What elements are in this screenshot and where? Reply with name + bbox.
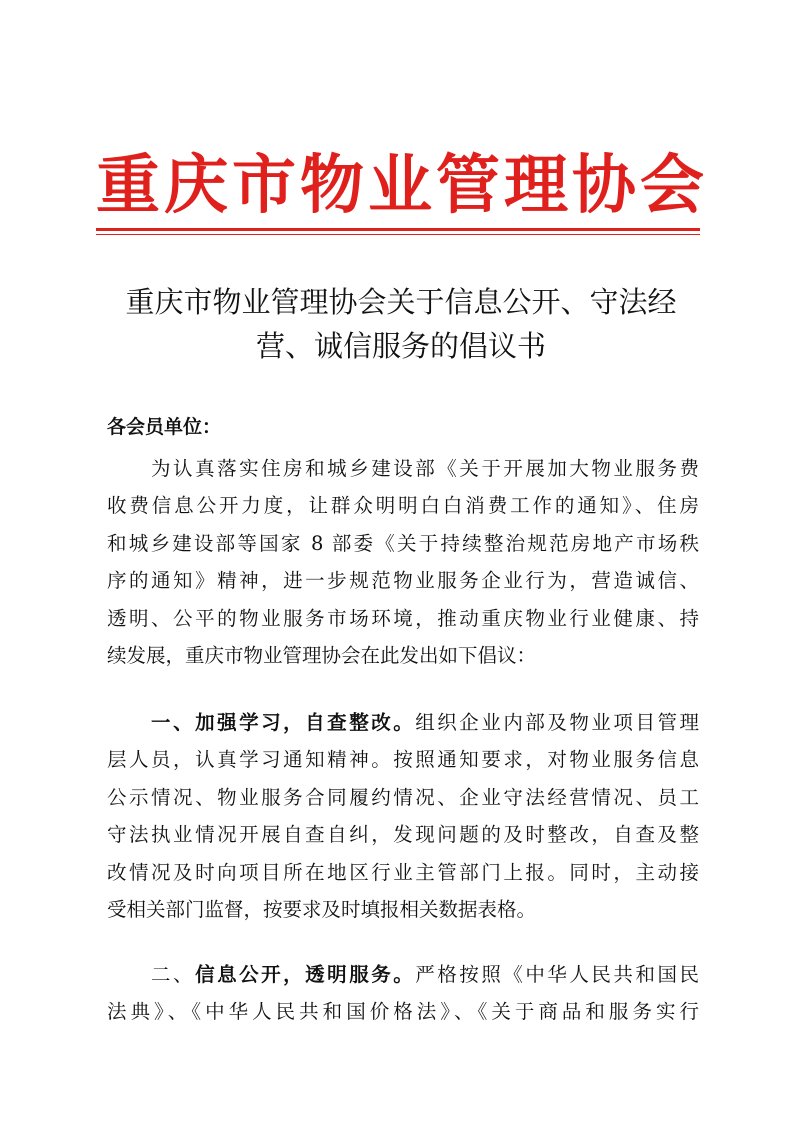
paragraph-intro (107, 450, 699, 674)
paragraph-section-1 (107, 704, 699, 928)
paragraph-line: 公示情况、物业服务合同履约情况、企业守法经营情况、员工 (107, 785, 699, 809)
section-heading: 一、加强学习，自查整改。 (151, 711, 416, 734)
paragraph-lead-rest: 组织企业内部及物业项目管理 (415, 711, 699, 734)
paragraph-lead-line (107, 956, 699, 993)
letterhead-rule-thick (96, 228, 700, 231)
salutation: 各会员单位： (107, 416, 222, 438)
paragraph-line: 法典》、《中华人民共和国价格法》、《关于商品和服务实行 (107, 1000, 699, 1024)
paragraph-line: 守法执业情况开展自查自纠，发现问题的及时整改，自查及整 (107, 823, 699, 847)
paragraph-line: 收费信息公开力度，让群众明明白白消费工作的通知》、住房 (107, 494, 699, 518)
document-title-line-2: 营、诚信服务的倡议书 (255, 329, 546, 363)
section-heading: 信息公开，透明服务。 (195, 963, 416, 986)
paragraph-line: 透明、公平的物业服务市场环境，推动重庆物业行业健康、持 (107, 606, 699, 630)
paragraph-line: 层人员，认真学习通知精神。按照通知要求，对物业服务信息 (107, 748, 699, 772)
letterhead-rule-thin (96, 234, 700, 235)
paragraph-line: 为认真落实住房和城乡建设部《关于开展加大物业服务费 (107, 457, 699, 480)
paragraph-lead-prefix: 二、 (107, 963, 196, 986)
paragraph-section-2 (107, 956, 699, 1031)
paragraph-lead-indent (107, 711, 151, 734)
paragraph-line: 续发展，重庆市物业管理协会在此发出如下倡议： (107, 643, 537, 667)
paragraph-line: 序的通知》精神，进一步规范物业服务企业行为，营造诚信、 (107, 569, 699, 593)
paragraph-line: 改情况及时向项目所在地区行业主管部门上报。同时，主动接 (107, 860, 699, 884)
paragraph-line: 受相关部门监督，按要求及时填报相关数据表格。 (107, 897, 537, 921)
paragraph-line: 和城乡建设部等国家 8 部委《关于持续整治规范房地产市场秩 (107, 531, 699, 555)
letterhead-org-name: 重庆市物业管理协会 (96, 148, 708, 223)
paragraph-lead-rest: 严格按照《中华人民共和国民 (415, 963, 699, 986)
document-title-line-1: 重庆市物业管理协会关于信息公开、守法经 (125, 285, 677, 319)
document-title (96, 280, 706, 368)
paragraph-lead-line (107, 704, 699, 741)
